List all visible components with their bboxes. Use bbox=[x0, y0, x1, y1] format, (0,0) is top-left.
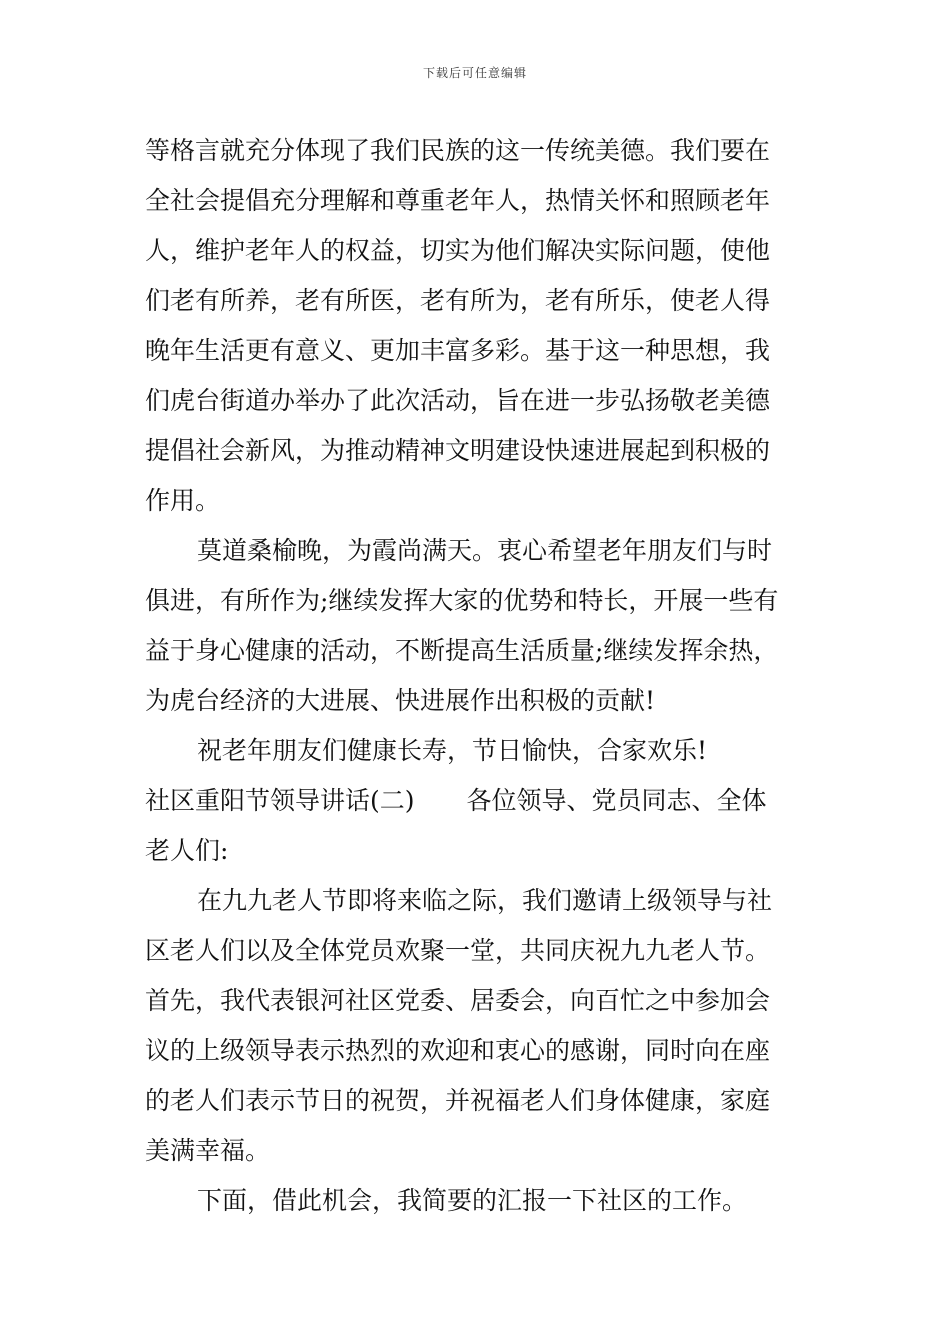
body-line: 提倡社会新风，为推动精神文明建设快速进展起到积极的 bbox=[145, 436, 771, 465]
page-header: 下载后可任意编辑 bbox=[422, 66, 527, 80]
paragraph-start-line: 在九九老人节即将来临之际，我们邀请上级领导与社 bbox=[197, 886, 773, 915]
body-line: 的老人们表示节日的祝贺，并祝福老人们身体健康，家庭 bbox=[145, 1086, 771, 1115]
paragraph-start-line: 莫道桑榆晚，为霞尚满天。衷心希望老年朋友们与时 bbox=[197, 536, 773, 565]
body-line: 议的上级领导表示热烈的欢迎和衷心的感谢，同时向在座 bbox=[145, 1036, 771, 1065]
paragraph-start-line: 祝老年朋友们健康长寿，节日愉快，合家欢乐! bbox=[197, 736, 708, 765]
body-line: 为虎台经济的大进展、快进展作出积极的贡献! bbox=[145, 686, 656, 715]
body-line: 晚年生活更有意义、更加丰富多彩。基于这一种思想，我 bbox=[145, 336, 771, 365]
body-line: 益于身心健康的活动，不断提高生活质量;继续发挥余热， bbox=[145, 636, 779, 665]
body-line: 首先，我代表银河社区党委、居委会，向百忙之中参加会 bbox=[145, 986, 771, 1015]
body-line: 作用。 bbox=[145, 486, 221, 515]
body-line: 区老人们以及全体党员欢聚一堂，共同庆祝九九老人节。 bbox=[145, 936, 771, 965]
body-line: 全社会提倡充分理解和尊重老年人，热情关怀和照顾老年 bbox=[145, 186, 771, 215]
body-line: 们老有所养，老有所医，老有所为，老有所乐，使老人得 bbox=[145, 286, 771, 315]
body-line: 老人们: bbox=[145, 836, 229, 865]
salutation: 各位领导、党员同志、全体 bbox=[466, 786, 767, 815]
body-line: 等格言就充分体现了我们民族的这一传统美德。我们要在 bbox=[145, 136, 771, 165]
section-title: 社区重阳节领导讲话(二) bbox=[145, 786, 415, 815]
body-line: 人，维护老年人的权益，切实为他们解决实际问题，使他 bbox=[145, 236, 771, 265]
body-line: 们虎台街道办举办了此次活动，旨在进一步弘扬敬老美德 bbox=[145, 386, 771, 415]
body-line: 美满幸福。 bbox=[145, 1136, 271, 1165]
body-line: 俱进，有所作为;继续发挥大家的优势和特长，开展一些有 bbox=[145, 586, 779, 615]
paragraph-start-line: 下面，借此机会，我简要的汇报一下社区的工作。 bbox=[197, 1186, 748, 1215]
section-title-line bbox=[145, 776, 807, 826]
document-body bbox=[145, 126, 807, 1226]
